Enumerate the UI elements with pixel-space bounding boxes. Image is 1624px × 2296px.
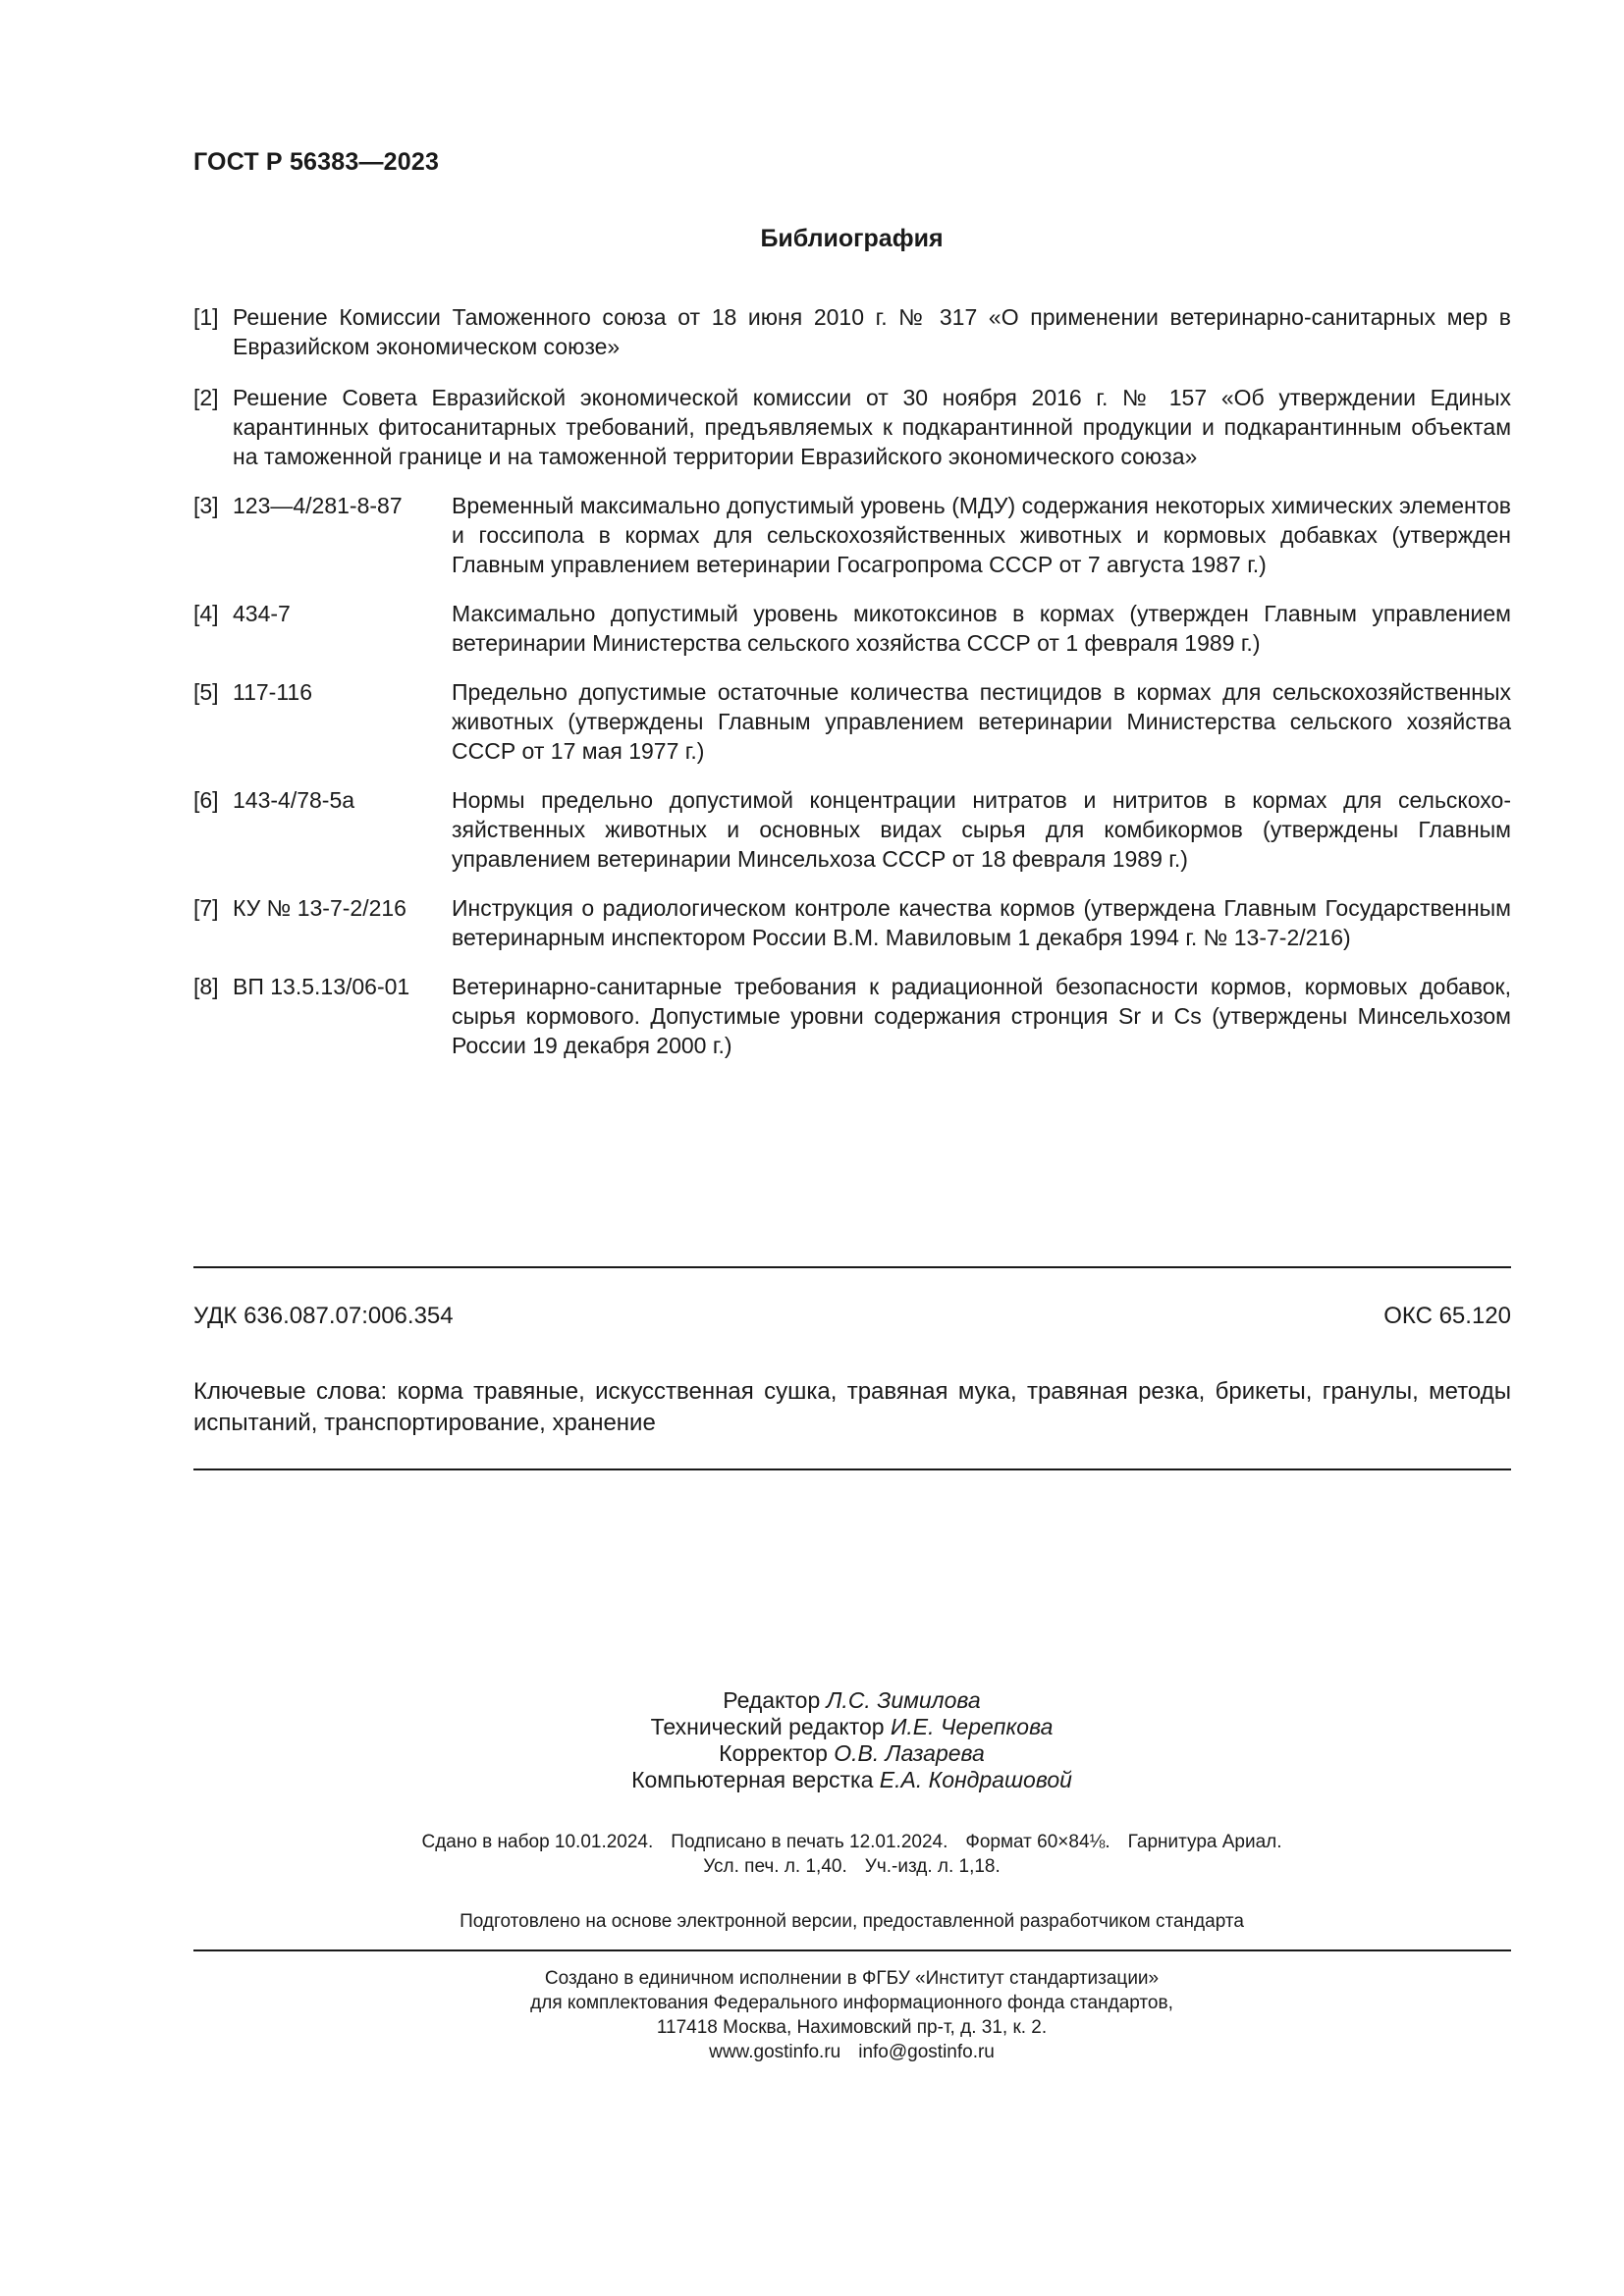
bibliography-entry [193,972,1511,1060]
entry-number: [6] [193,787,219,813]
udc-code: УДК 636.087.07:006.354 [193,1303,454,1329]
staff-name: Л.С. Зимилова [826,1687,981,1713]
submitted-date: Сдано в набор 10.01.2024. [421,1832,654,1852]
entry-number: [4] [193,601,219,626]
publisher-sheets: Уч.-изд. л. 1,18. [864,1856,1001,1877]
entry-text: Ветеринарно-санитарные требования к радиационной безопасности кормов, кормовых добавок, сырья кормового. Допустимые уровни содержания стронция Sr и Cs (утверждены Минсельхозом России 19 декабря 2000 г.) [452,974,1511,1058]
staff-role: Компьютерная верстка [631,1767,874,1792]
publishing-line [0,1830,1624,1854]
bibliography-list [193,302,1511,1060]
colophon-line: для комплектования Федерального информационного фонда стандартов, [530,1993,1173,2013]
keywords: Ключевые слова: корма травяные, искусственная сушка, травяная мука, травяная резка, брикеты, гранулы, методы испытаний, транспортирование, хранение [193,1378,1511,1436]
colophon-line: 117418 Москва, Нахимовский пр-т, д. 31, к. 2. [656,2017,1048,2038]
entry-code: 123—4/281-8-87 [233,493,403,518]
divider-line [193,1949,1511,1951]
entry-code: 143-4/78-5а [233,787,355,813]
colophon-line: Создано в единичном исполнении в ФГБУ «Институт стандартизации» [544,1968,1160,1989]
document-code: ГОСТ Р 56383—2023 [193,148,440,176]
entry-text: Инструкция о радиологическом контроле качества кормов (утверждена Главным Государственным ветеринарным инспектором России В.М. Мавиловым 1 декабря 1994 г. № 13-7-2/216) [452,895,1511,950]
entry-code: КУ № 13-7-2/216 [233,895,406,921]
staff-line [0,1714,1624,1740]
entry-code: 434-7 [233,601,291,626]
entry-number: [1] [193,304,219,330]
divider-line [193,1468,1511,1470]
bibliography-entry [193,785,1511,874]
bibliography-entry [193,383,1511,471]
bibliography-title: Библиография [760,225,944,252]
email-link[interactable]: info@gostinfo.ru [858,2042,995,2062]
colophon [0,1966,1624,2064]
print-sheets: Усл. печ. л. 1,40. [703,1856,847,1877]
entry-text: Решение Комиссии Таможенного союза от 18 июня 2010 г. № 317 «О применении ветеринарно-санитарных мер в Евразийском экономическом союзе» [233,304,1511,359]
bibliography-entry [193,302,1511,361]
typeface: Гарнитура Ариал. [1127,1832,1282,1852]
website-link[interactable]: www.gostinfo.ru [709,2042,841,2062]
bibliography-entry [193,893,1511,952]
colophon-contacts [0,2040,1624,2064]
bibliography-entry [193,677,1511,766]
publishing-line [0,1854,1624,1879]
staff-line [0,1767,1624,1793]
staff-role: Технический редактор [650,1714,885,1739]
entry-text: Временный максимально допустимый уровень (МДУ) содержания некоторых химических элементов и госсипола в кормах для сельскохозяйственных животных и кормовых добавках (утвержден Главным управлением ветеринарии Госагропрома СССР от 7 августа 1987 г.) [452,493,1511,577]
staff-name: О.В. Лазарева [834,1740,985,1766]
staff-line [0,1687,1624,1714]
entry-number: [3] [193,493,219,518]
staff-line [0,1740,1624,1767]
entry-code: ВП 13.5.13/06-01 [233,974,410,999]
entry-number: [5] [193,679,219,705]
paper-format: Формат 60×84⅛. [965,1832,1110,1852]
entry-text: Нормы предельно допустимой концентрации нитратов и нитритов в кормах для сельскохозяйственных животных и основных видах сырья для комбикормов (утверждены Главным управлением ветеринарии Минсельхоза СССР от 18 февраля 1989 г.) [452,787,1511,872]
staff-name: Е.А. Кондрашовой [879,1767,1072,1792]
editorial-staff [0,1687,1624,1793]
publishing-info [0,1830,1624,1879]
bibliography-entry [193,491,1511,579]
entry-number: [7] [193,895,219,921]
entry-text: Максимально допустимый уровень микотоксинов в кормах (утвержден Главным управлением ветеринарии Министерства сельского хозяйства СССР от 1 февраля 1989 г.) [452,601,1511,656]
entry-number: [2] [193,385,219,410]
entry-number: [8] [193,974,219,999]
prepared-note: Подготовлено на основе электронной версии, предоставленной разработчиком стандарта [460,1911,1244,1932]
staff-role: Редактор [723,1687,821,1713]
oks-code: ОКС 65.120 [1383,1303,1511,1329]
signed-date: Подписано в печать 12.01.2024. [671,1832,948,1852]
divider-line [193,1266,1511,1268]
entry-code: 117-116 [233,679,312,705]
entry-text: Предельно допустимые остаточные количества пестицидов в кормах для сельскохозяйственных животных (утверждены Главным управлением ветеринарии Министерства сельского хозяйства СССР от 17 мая 1977 г.) [452,679,1511,764]
entry-text: Решение Совета Евразийской экономической комиссии от 30 ноября 2016 г. № 157 «Об утверждении Единых карантинных фитосанитарных требований, предъявляемых к подкарантинной продукции и подкарантинным объектам на таможенной границе и на таможенной территории Евразийского экономического союза» [233,385,1511,469]
staff-name: И.Е. Черепкова [890,1714,1054,1739]
staff-role: Корректор [719,1740,828,1766]
bibliography-entry [193,599,1511,658]
